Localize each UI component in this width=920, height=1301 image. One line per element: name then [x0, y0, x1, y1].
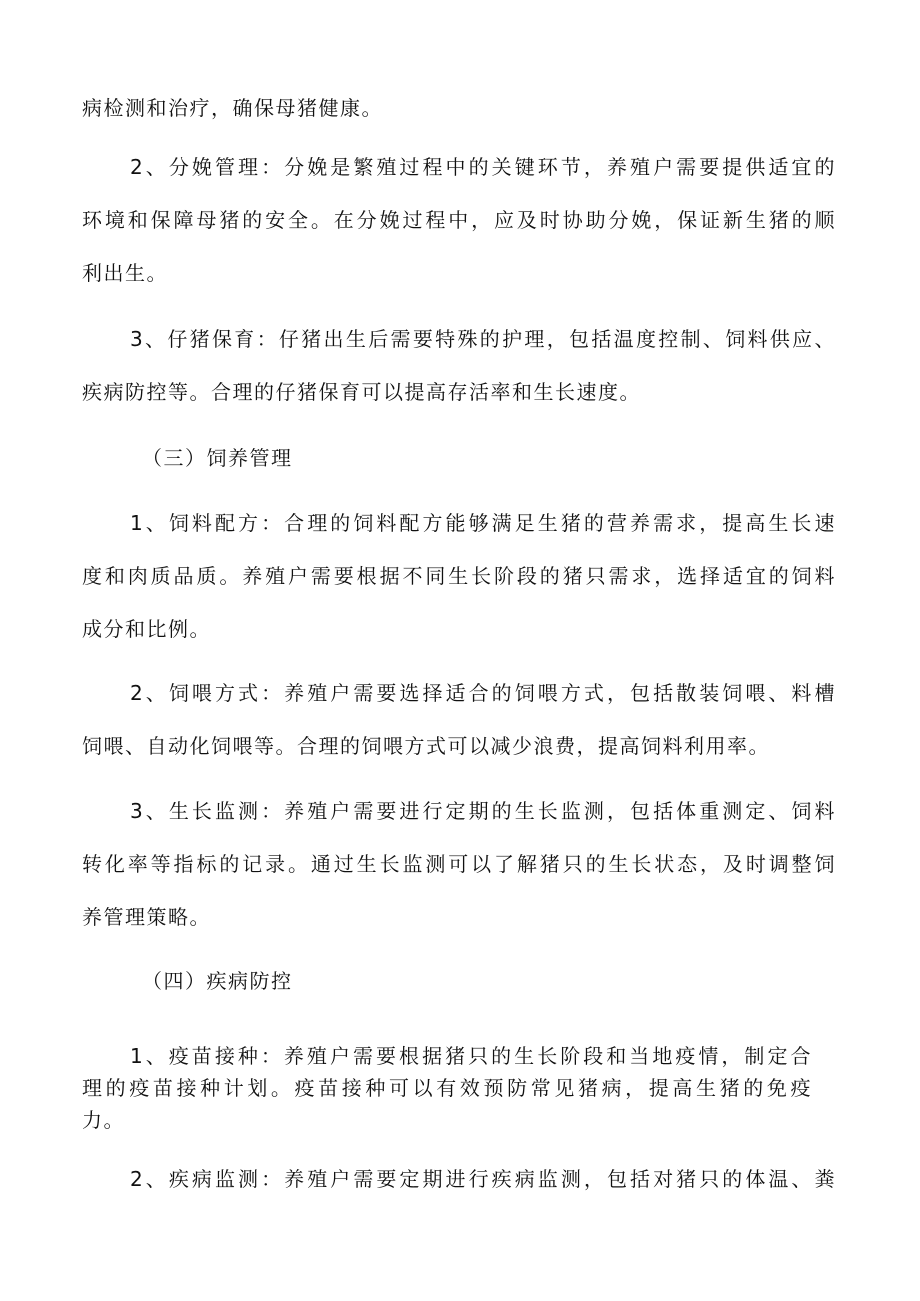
paragraph-line: 1、疫苗接种：养殖户需要根据猪只的生长阶段和当地疫情，制定合: [130, 1044, 812, 1068]
paragraph-line: 2、饲喂方式：养殖户需要选择适合的饲喂方式，包括散装饲喂、料槽: [130, 681, 836, 705]
section-heading: （三）饲养管理: [142, 446, 293, 470]
paragraph-line: 1、饲料配方：合理的饲料配方能够满足生猪的营养需求，提高生长速: [130, 511, 836, 535]
paragraph-line: 力。: [82, 1108, 125, 1132]
paragraph-line: 2、分娩管理：分娩是繁殖过程中的关键环节，养殖户需要提供适宜的: [130, 155, 836, 179]
paragraph-line: 养管理策略。: [82, 905, 211, 929]
paragraph-line: 成分和比例。: [82, 617, 211, 641]
paragraph-line: 疾病防控等。合理的仔猪保育可以提高存活率和生长速度。: [82, 380, 641, 404]
section-heading: （四）疾病防控: [142, 969, 293, 993]
paragraph-line: 转化率等指标的记录。通过生长监测可以了解猪只的生长状态，及时调整饲: [82, 852, 836, 876]
paragraph-line: 环境和保障母猪的安全。在分娩过程中，应及时协助分娩，保证新生猪的顺: [82, 208, 836, 232]
paragraph-line: 度和肉质品质。养殖户需要根据不同生长阶段的猪只需求，选择适宜的饲料: [82, 564, 836, 588]
paragraph-line: 理的疫苗接种计划。疫苗接种可以有效预防常见猪病，提高生猪的免疫: [82, 1076, 812, 1100]
paragraph-line: 利出生。: [82, 261, 168, 285]
paragraph-line: 病检测和治疗，确保母猪健康。: [82, 96, 383, 120]
paragraph-line: 3、生长监测：养殖户需要进行定期的生长监测，包括体重测定、饲料: [130, 799, 836, 823]
paragraph-line: 2、疾病监测：养殖户需要定期进行疾病监测，包括对猪只的体温、粪: [130, 1167, 836, 1191]
paragraph-line: 饲喂、自动化饲喂等。合理的饲喂方式可以减少浪费，提高饲料利用率。: [82, 734, 770, 758]
paragraph-line: 3、仔猪保育：仔猪出生后需要特殊的护理，包括温度控制、饲料供应、: [130, 327, 836, 351]
